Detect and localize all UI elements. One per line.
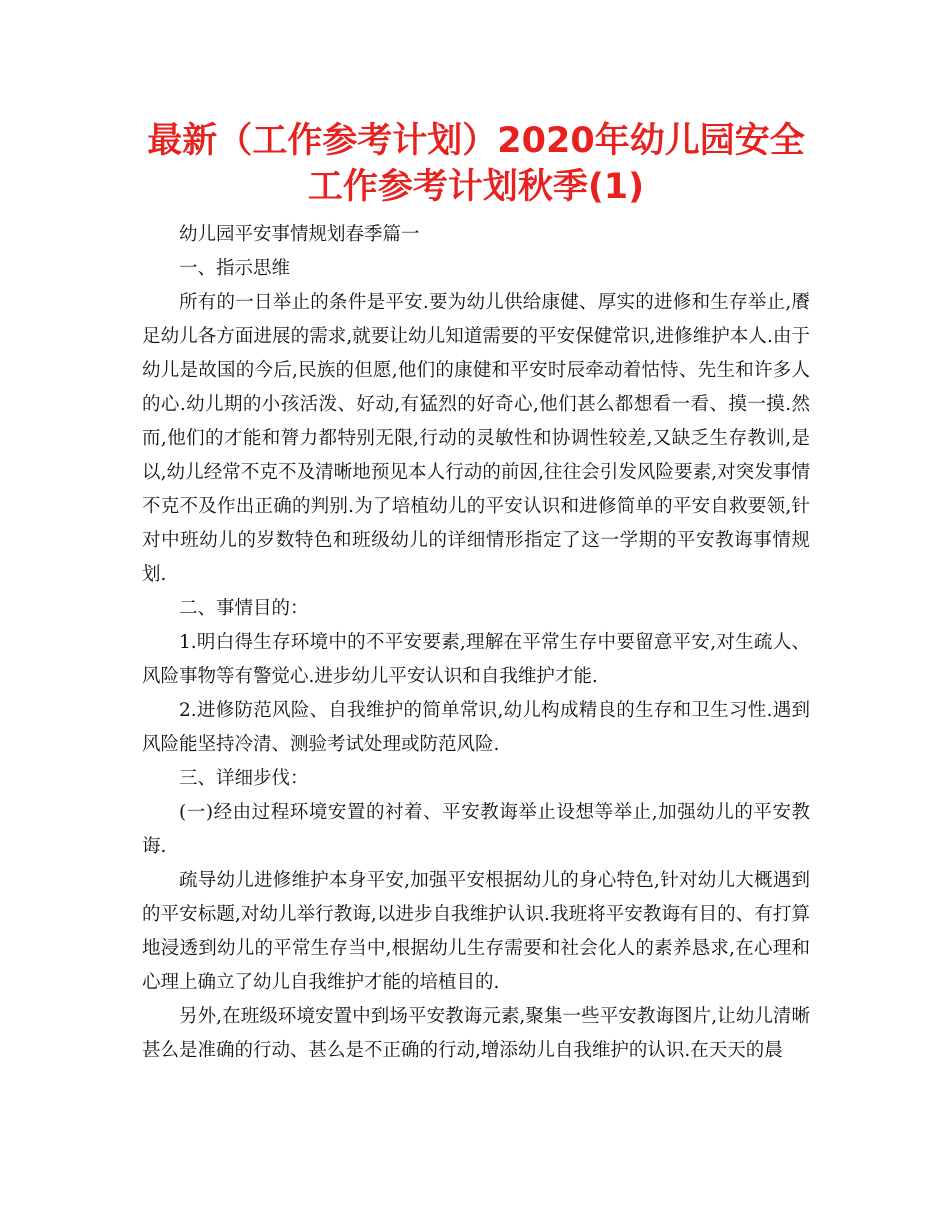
list-item-2: 2.进修防范风险、自我维护的简单常识,幼儿构成精良的生存和卫生习性.遇到风险能坚持冷清、测验考试处理或防范风险.	[142, 700, 810, 755]
document-page	[142, 118, 810, 1068]
section-heading-3: 三、详细步伐：	[179, 768, 309, 789]
document-title	[142, 118, 810, 210]
title-line-1: 最新（工作参考计划）2020年幼儿园安全	[147, 121, 805, 161]
section-heading-1: 一、指示思维	[179, 258, 291, 279]
body-paragraph: 疏导幼儿进修维护本身平安,加强平安根据幼儿的身心特色,针对幼儿大概遇到的平安标题,对幼儿举行教诲,以进步自我维护认识.我班将平安教诲有目的、有打算地浸透到幼儿的平常生存当中,根据幼儿生存需要和社会化人的素养恳求,在心理和心理上确立了幼儿自我维护才能的培植目的.	[142, 870, 810, 993]
section-heading-2: 二、事情目的：	[179, 598, 309, 619]
subtitle-paragraph: 幼儿园平安事情规划春季篇一	[179, 224, 420, 245]
title-line-2: 工作参考计划秋季(1)	[307, 167, 645, 207]
body-paragraph: 所有的一日举止的条件是平安.要为幼儿供给康健、厚实的进修和生存举止,餍足幼儿各方面进展的需求,就要让幼儿知道需要的平安保健常识,进修维护本人.由于幼儿是故国的今后,民族的但愿,他们的康健和平安时辰牵动着怙恃、先生和许多人的心.幼儿期的小孩活泼、好动,有猛烈的好奇心,他们甚么都想看一看、摸一摸.然而,他们的才能和膂力都特别无限,行动的灵敏性和协调性较差,又缺乏生存教训,是以,幼儿经常不克不及清晰地预见本人行动的前因,往往会引发风险要素,对突发事情不克不及作出正确的判别.为了培植幼儿的平安认识和进修简单的平安自救要领,针对中班幼儿的岁数特色和班级幼儿的详细情形指定了这一学期的平安教诲事情规划.	[142, 292, 810, 585]
sub-heading-1: (一)经由过程环境安置的衬着、平安教诲举止设想等举止,加强幼儿的平安教诲.	[142, 802, 810, 857]
list-item-1: 1.明白得生存环境中的不平安要素,理解在平常生存中要留意平安,对生疏人、风险事物等有警觉心.进步幼儿平安认识和自我维护才能.	[142, 632, 810, 687]
body-paragraph: 另外,在班级环境安置中到场平安教诲元素,聚集一些平安教诲图片,让幼儿清晰甚么是准确的行动、甚么是不正确的行动,增添幼儿自我维护的认识.在天天的晨	[142, 1006, 810, 1061]
